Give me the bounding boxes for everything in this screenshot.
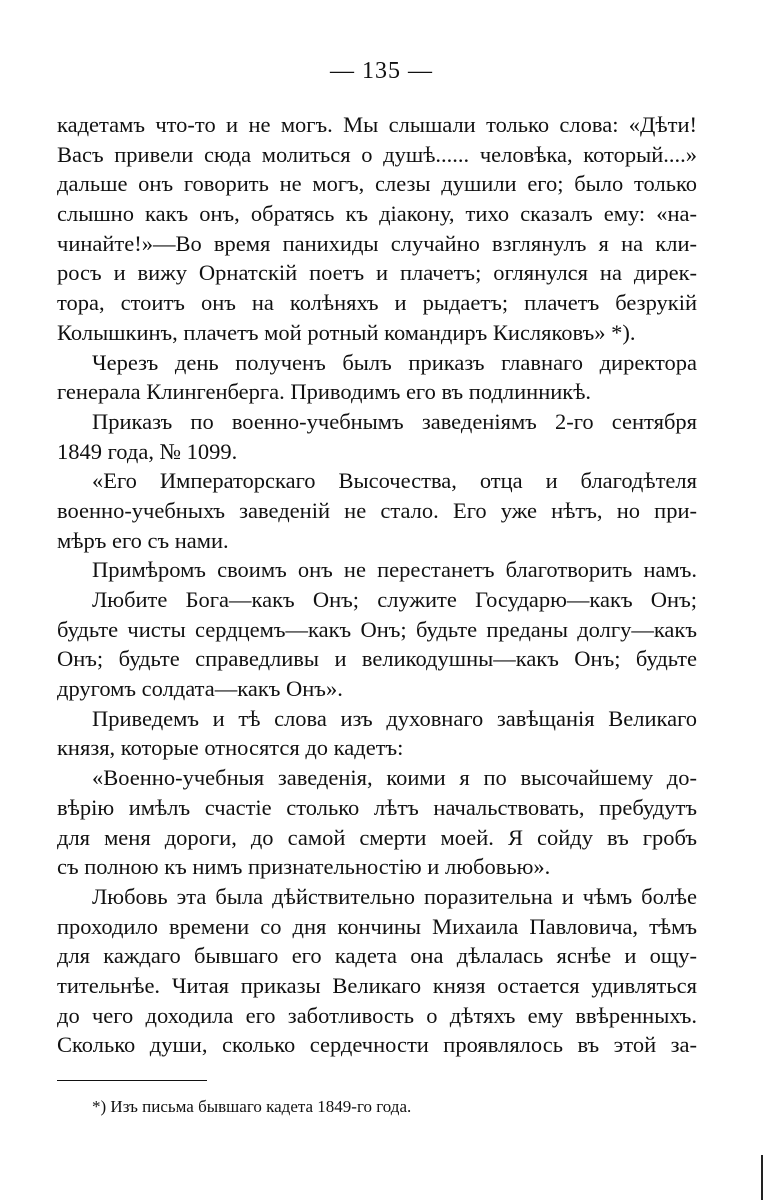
text-line: Приказъ по военно-учебнымъ заведеніямъ 2-го сентября <box>92 408 697 434</box>
footnote: *) Изъ письма бывшаго кадета 1849-го года. <box>92 1097 412 1116</box>
text-line: будьте чисты сердцемъ—какъ Онъ; будьте преданы долгу—какъ <box>57 616 697 642</box>
text-line: князя, которые относятся до кадетъ: <box>57 735 404 761</box>
text-line: «Его Императорскаго Высочества, отца и благодѣтеля <box>92 468 697 494</box>
text-line: мѣръ его съ нами. <box>57 527 229 553</box>
text-line: Черезъ день полученъ былъ приказъ главнаго директора <box>92 349 697 375</box>
text-line: «Военно-учебныя заведенія, коими я по высочайшему до- <box>92 765 697 791</box>
text-line: тора, стоитъ онъ на колѣняхъ и рыдаетъ; плачетъ безрукій <box>57 290 697 316</box>
text-line: Сколько души, сколько сердечности проявлялось въ этой за- <box>57 1032 697 1058</box>
text-line: росъ и вижу Орнатскій поетъ и плачетъ; оглянулся на дирек- <box>57 260 697 286</box>
text-line: Любите Бога—какъ Онъ; служите Государю—какъ Онъ; <box>92 587 697 612</box>
text-line: тительнѣе. Читая приказы Великаго князя остается удивляться <box>57 972 697 998</box>
text-line: Колышкинъ, плачетъ мой ротный командиръ Кисляковъ» *). <box>57 319 636 345</box>
text-line: дальше онъ говорить не могъ, слезы душили его; было только <box>57 171 697 197</box>
page-number: — 135 — <box>330 58 433 84</box>
text-line: другомъ солдата—какъ Онъ». <box>57 676 343 702</box>
text-line: генерала Клингенберга. Приводимъ его въ подлинникѣ. <box>57 379 592 405</box>
text-line: 1849 года, № 1099. <box>57 438 238 464</box>
text-line: Онъ; будьте справедливы и великодушны—какъ Онъ; будьте <box>57 646 697 672</box>
text-line: военно-учебныхъ заведеній не стало. Его уже нѣтъ, но при- <box>57 497 697 523</box>
text-line: съ полною къ нимъ признательностію и любовью». <box>57 854 551 880</box>
text-line: Любовь эта была дѣйствительно поразительна и чѣмъ болѣе <box>92 883 697 909</box>
text-line: Васъ привели сюда молиться о душѣ...... человѣка, который....» <box>57 141 697 167</box>
text-line: Примѣромъ своимъ онъ не перестанетъ благотворить намъ. <box>92 557 697 583</box>
text-line: вѣрію имѣлъ счастіе столько лѣтъ начальствовать, пребудутъ <box>57 794 697 820</box>
text-line: слышно какъ онъ, обратясь къ діакону, тихо сказалъ ему: «на- <box>57 201 697 227</box>
text-line: для каждаго бывшаго его кадета она дѣлалась яснѣе и ощу- <box>57 943 697 969</box>
text-line: чинайте!»—Во время панихиды случайно взглянулъ я на кли- <box>57 230 697 256</box>
text-line: для меня дороги, до самой смерти моей. Я сойду въ гробъ <box>57 824 697 850</box>
text-line: кадетамъ что-то и не могъ. Мы слышали только слова: «Дѣти! <box>57 112 697 137</box>
text-line: Приведемъ и тѣ слова изъ духовнаго завѣщанія Великаго <box>92 705 697 731</box>
text-line: проходило времени со дня кончины Михаила Павловича, тѣмъ <box>57 913 697 939</box>
text-line: до чего доходила его заботливость о дѣтяхъ ему ввѣренныхъ. <box>57 1002 697 1028</box>
footnote-divider <box>57 1080 207 1081</box>
body-text <box>57 110 697 1060</box>
